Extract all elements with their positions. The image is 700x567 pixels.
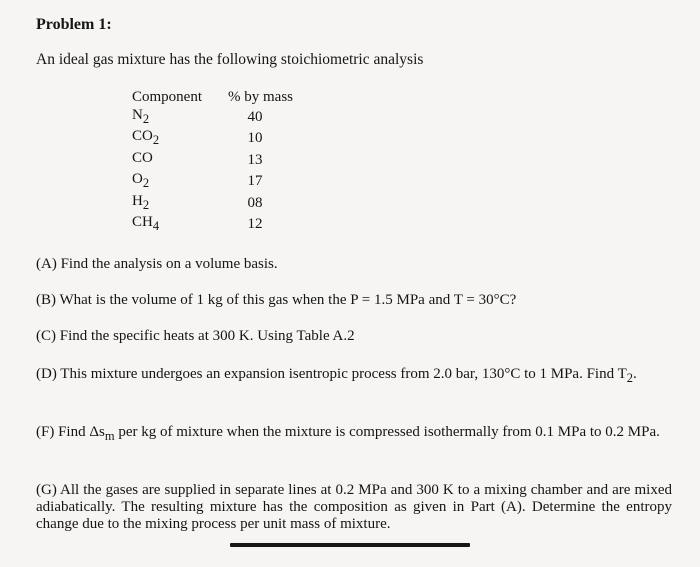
component-name: $O_2$ — [132, 171, 150, 190]
question-d: (D) This mixture undergoes an expansion isentropic process from 2.0 bar, 130°C to 1 MPa. Find $T_2$. — [36, 366, 637, 385]
end-underline — [230, 543, 470, 547]
question-f: (F) Find $\Delta s_m$ per kg of mixture when the mixture is compressed isothermally from 0.1 MPa to 0.2 MPa. — [36, 424, 660, 443]
mass-percent: 12 — [247, 216, 263, 232]
table-row — [128, 128, 304, 150]
question-a: (A) Find the analysis on a volume basis. — [36, 256, 278, 272]
question-c: (C) Find the specific heats at 300 K. Using Table A.2 — [36, 328, 355, 344]
problem-title: Problem 1: — [36, 16, 112, 33]
table-row — [128, 150, 304, 172]
table-row — [128, 171, 304, 193]
mass-percent: 10 — [247, 130, 263, 146]
question-b: (B) What is the volume of 1 kg of this gas when the P = 1.5 MPa and T = 30°C? — [36, 292, 517, 308]
header-component: Component — [132, 89, 202, 105]
component-name: $CO_2$ — [132, 128, 160, 147]
header-mass-percent: % by mass — [228, 89, 293, 105]
component-name: CO — [132, 149, 153, 166]
problem-intro: An ideal gas mixture has the following stoichiometric analysis — [36, 51, 424, 68]
question-g: (G) All the gases are supplied in separate lines at 0.2 MPa and 300 K to a mixing chamber and are mixed adiabatically. The resulting mixture has the composition as given in Part (A). Determine the entropy change due to the mixing process per unit mass of mixture. — [36, 482, 672, 532]
table-row — [128, 214, 304, 236]
mass-percent: 17 — [247, 173, 263, 189]
table-row — [128, 193, 304, 215]
mass-percent: 40 — [247, 108, 263, 125]
component-name: $CH_4$ — [132, 214, 160, 233]
table-header-row — [128, 89, 304, 107]
mass-percent: 08 — [247, 194, 263, 211]
component-name: $N_2$ — [132, 106, 150, 126]
table-row — [128, 107, 304, 129]
component-name: $H_2$ — [132, 192, 150, 212]
mass-percent: 13 — [247, 151, 263, 168]
composition-table — [128, 89, 304, 236]
